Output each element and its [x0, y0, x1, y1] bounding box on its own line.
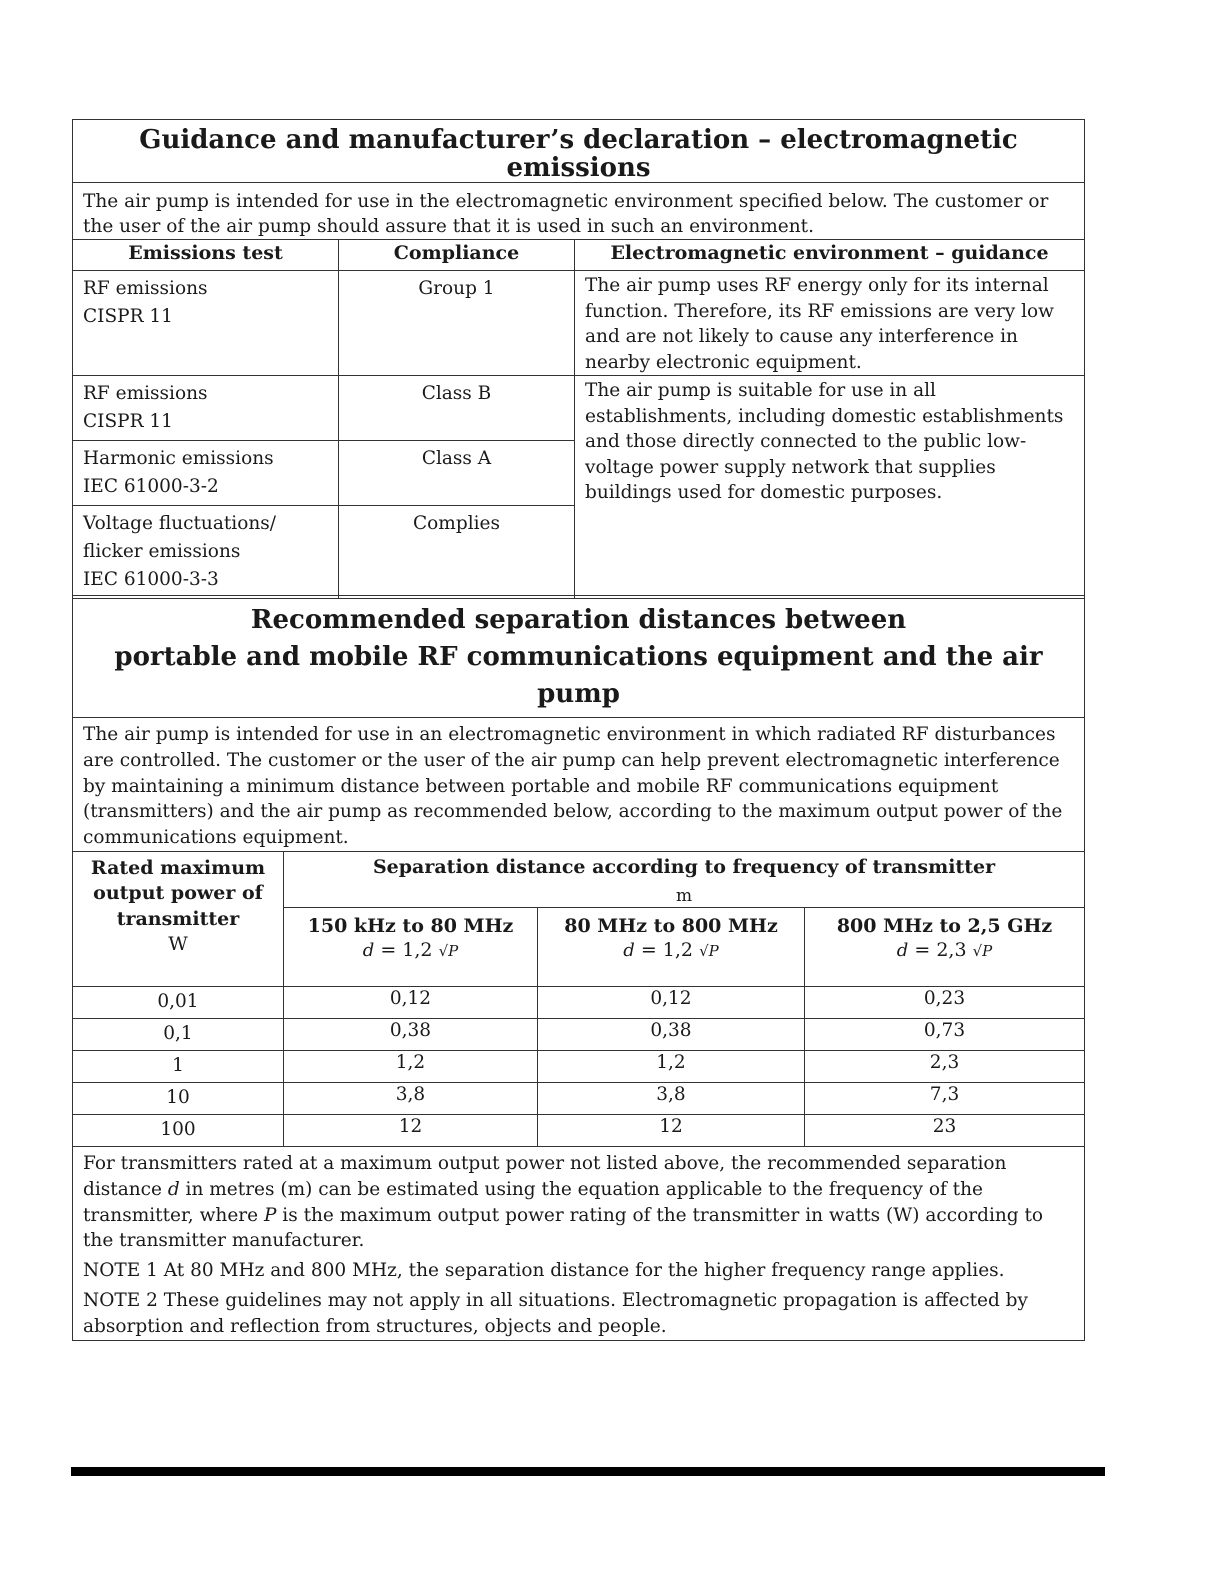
distance-cell: 2,3	[805, 1050, 1085, 1082]
band-eq-radical: √P	[699, 941, 719, 960]
band-header	[284, 907, 538, 986]
test-name: Harmonic emissions	[83, 448, 274, 469]
power-cell: 0,01	[73, 986, 284, 1018]
footnote-var-p: P	[263, 1204, 277, 1226]
distance-cell: 0,12	[284, 986, 538, 1018]
emissions-test-cell	[73, 271, 339, 376]
separation-distance-label: Separation distance according to frequency of transmitter	[372, 855, 996, 878]
footer-rule	[71, 1467, 1105, 1476]
test-name: Voltage fluctuations/	[83, 513, 276, 534]
band-range: 800 MHz to 2,5 GHz	[836, 914, 1053, 937]
rated-power-unit: W	[168, 933, 188, 956]
test-standard: IEC 61000-3-2	[83, 476, 219, 497]
test-name-cont: flicker emissions	[83, 541, 241, 562]
note-1: NOTE 1 At 80 MHz and 800 MHz, the separation distance for the higher frequency range applies.	[83, 1260, 1005, 1282]
header-compliance: Compliance	[339, 240, 575, 271]
distance-cell: 3,8	[538, 1082, 805, 1114]
distance-cell: 0,23	[805, 986, 1085, 1018]
band-eq-radical: √P	[972, 941, 993, 960]
distance-cell: 1,2	[538, 1050, 805, 1082]
emissions-title: Guidance and manufacturer’s declaration – electromagnetic emissions	[73, 120, 1085, 183]
header-guidance: Electromagnetic environment – guidance	[575, 240, 1085, 271]
distance-cell: 12	[538, 1114, 805, 1146]
band-eq-value: = 2,3	[914, 938, 967, 961]
band-eq-radical: √P	[438, 941, 459, 960]
band-header	[538, 907, 805, 986]
test-standard: CISPR 11	[83, 411, 173, 432]
footnote	[83, 1151, 1074, 1254]
separation-title	[73, 596, 1085, 718]
test-name: RF emissions	[83, 383, 208, 404]
distance-cell: 0,38	[284, 1018, 538, 1050]
emissions-test-cell	[73, 441, 339, 506]
compliance-cell: Class A	[339, 441, 575, 506]
compliance-cell: Complies	[339, 506, 575, 599]
emissions-table	[72, 119, 1085, 599]
power-cell: 10	[73, 1082, 284, 1114]
test-name: RF emissions	[83, 278, 208, 299]
footnote-var-d: d	[167, 1178, 180, 1200]
notes-cell	[73, 1146, 1085, 1340]
band-eq-var: d	[896, 939, 909, 961]
band-range: 80 MHz to 800 MHz	[564, 914, 778, 937]
table-row	[73, 1018, 1085, 1050]
table-row	[73, 1082, 1085, 1114]
separation-table	[72, 595, 1085, 1341]
table-row	[73, 271, 1085, 376]
guidance-cell: The air pump uses RF energy only for its internal function. Therefore, its RF emissions are very low and are not likely to cause any interference in nearby electronic equipment.	[575, 271, 1085, 376]
emissions-test-cell	[73, 376, 339, 441]
distance-cell: 0,38	[538, 1018, 805, 1050]
separation-title-line1: Recommended separation distances between	[250, 605, 907, 635]
table-row	[73, 1114, 1085, 1146]
table-row	[73, 986, 1085, 1018]
emissions-test-cell	[73, 506, 339, 599]
power-cell: 1	[73, 1050, 284, 1082]
distance-cell: 1,2	[284, 1050, 538, 1082]
rated-power-label: Rated maximum output power of transmitter	[90, 856, 266, 930]
header-emissions-test: Emissions test	[73, 240, 339, 271]
separation-title-line2: portable and mobile RF communications equipment and the air pump	[114, 642, 1043, 709]
power-cell: 0,1	[73, 1018, 284, 1050]
footnote-text: For transmitters rated at a maximum output power not listed above, the recommended separation distance	[83, 1152, 1007, 1200]
distance-cell: 0,73	[805, 1018, 1085, 1050]
distance-cell: 3,8	[284, 1082, 538, 1114]
test-standard: CISPR 11	[83, 306, 173, 327]
band-eq-var: d	[623, 939, 635, 961]
band-range: 150 kHz to 80 MHz	[307, 914, 514, 937]
band-header	[805, 907, 1085, 986]
table-row	[73, 1050, 1085, 1082]
separation-intro: The air pump is intended for use in an electromagnetic environment in which radiated RF disturbances are controlled. The customer or the user of the air pump can help prevent electromagnetic interference by maintaining a minimum distance between portable and mobile RF communications equipment (transmitters) and the air pump as recommended below, according to the maximum output power of the communications equipment.	[73, 718, 1085, 852]
emissions-intro: The air pump is intended for use in the electromagnetic environment specified below. The customer or the user of the air pump should assure that it is used in such an environment.	[73, 183, 1085, 240]
band-eq-var: d	[362, 939, 375, 961]
guidance-cell: The air pump is suitable for use in all establishments, including domestic establishments and those directly connected to the public low-voltage power supply network that supplies buildings used for domestic purposes.	[575, 376, 1085, 599]
test-standard: IEC 61000-3-3	[83, 569, 219, 590]
power-cell: 100	[73, 1114, 284, 1146]
band-eq-value: = 1,2	[380, 938, 433, 961]
distance-cell: 7,3	[805, 1082, 1085, 1114]
compliance-cell: Group 1	[339, 271, 575, 376]
rated-power-header	[73, 851, 284, 986]
distance-cell: 12	[284, 1114, 538, 1146]
table-row	[73, 376, 1085, 441]
distance-cell: 23	[805, 1114, 1085, 1146]
note-2: NOTE 2 These guidelines may not apply in all situations. Electromagnetic propagation is affected by absorption and reflection from structures, objects and people.	[83, 1289, 1028, 1337]
band-eq-value: = 1,2	[640, 938, 694, 961]
footnote-text: is the maximum output power rating of the transmitter in watts (W) according to the transmitter manufacturer.	[83, 1204, 1044, 1252]
compliance-cell: Class B	[339, 376, 575, 441]
footnote-text: in metres (m) can be estimated using the equation applicable to the frequency of the transmitter, where	[83, 1178, 983, 1226]
separation-distance-header	[284, 851, 1085, 907]
distance-cell: 0,12	[538, 986, 805, 1018]
separation-distance-unit: m	[675, 885, 693, 906]
